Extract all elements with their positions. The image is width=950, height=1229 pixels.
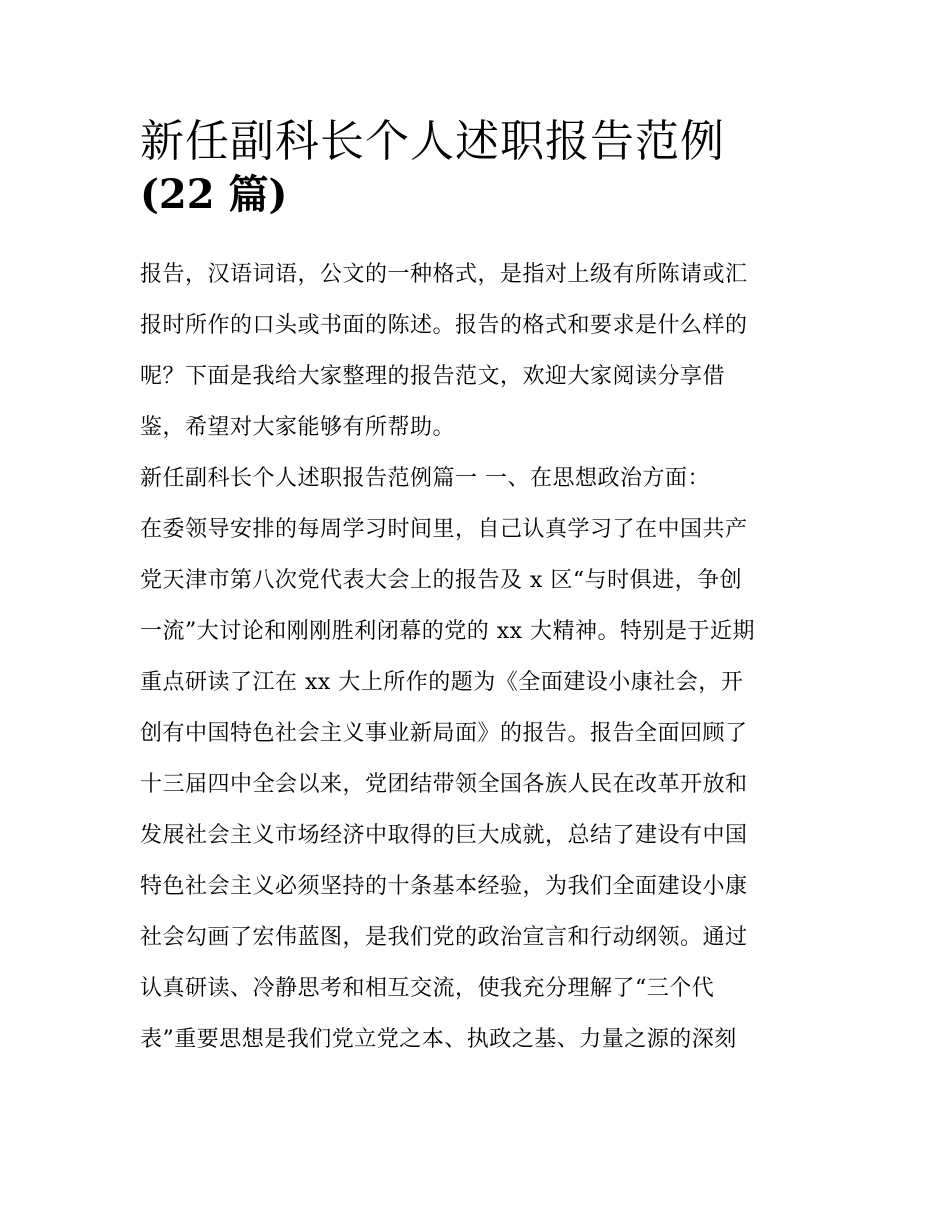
body-line: 认真研读、冷静思考和相互交流，使我充分理解了“三个代 (140, 976, 715, 1002)
body-line: 重点研读了江在 xx 大上所作的题为《全面建设小康社会，开 (140, 670, 744, 696)
body-line: 鉴，希望对大家能够有所帮助。 (140, 415, 456, 441)
body-line: 一流”大讨论和刚刚胜利闭幕的党的 xx 大精神。特别是于近期 (140, 619, 756, 645)
body-line: 十三届四中全会以来，党团结带领全国各族人民在改革开放和 (140, 772, 748, 798)
body-line: 创有中国特色社会主义事业新局面》的报告。报告全面回顾了 (140, 721, 748, 747)
body-line: 特色社会主义必须坚持的十条基本经验，为我们全面建设小康 (140, 874, 748, 900)
body-line: 呢？下面是我给大家整理的报告范文，欢迎大家阅读分享借 (140, 364, 726, 390)
body-line: 报告，汉语词语，公文的一种格式，是指对上级有所陈请或汇 (140, 262, 748, 288)
body-line: 党天津市第八次党代表大会上的报告及 x 区“与时俱进，争创 (140, 568, 743, 594)
body-line: 表”重要思想是我们党立党之本、执政之基、力量之源的深刻 (140, 1027, 737, 1053)
section-heading-line: 新任副科长个人述职报告范例篇一 一、在思想政治方面： (140, 466, 710, 492)
body-line: 社会勾画了宏伟蓝图，是我们党的政治宣言和行动纲领。通过 (140, 925, 748, 951)
body-line: 发展社会主义市场经济中取得的巨大成就，总结了建设有中国 (140, 823, 748, 849)
document-subtitle: (22 篇) (140, 171, 288, 219)
body-line: 报时所作的口头或书面的陈述。报告的格式和要求是什么样的 (140, 313, 748, 339)
document-title: 新任副科长个人述职报告范例 (140, 116, 725, 167)
body-line: 在委领导安排的每周学习时间里，自己认真学习了在中国共产 (140, 517, 748, 543)
document-page (140, 112, 812, 1065)
document-body (140, 249, 812, 1065)
